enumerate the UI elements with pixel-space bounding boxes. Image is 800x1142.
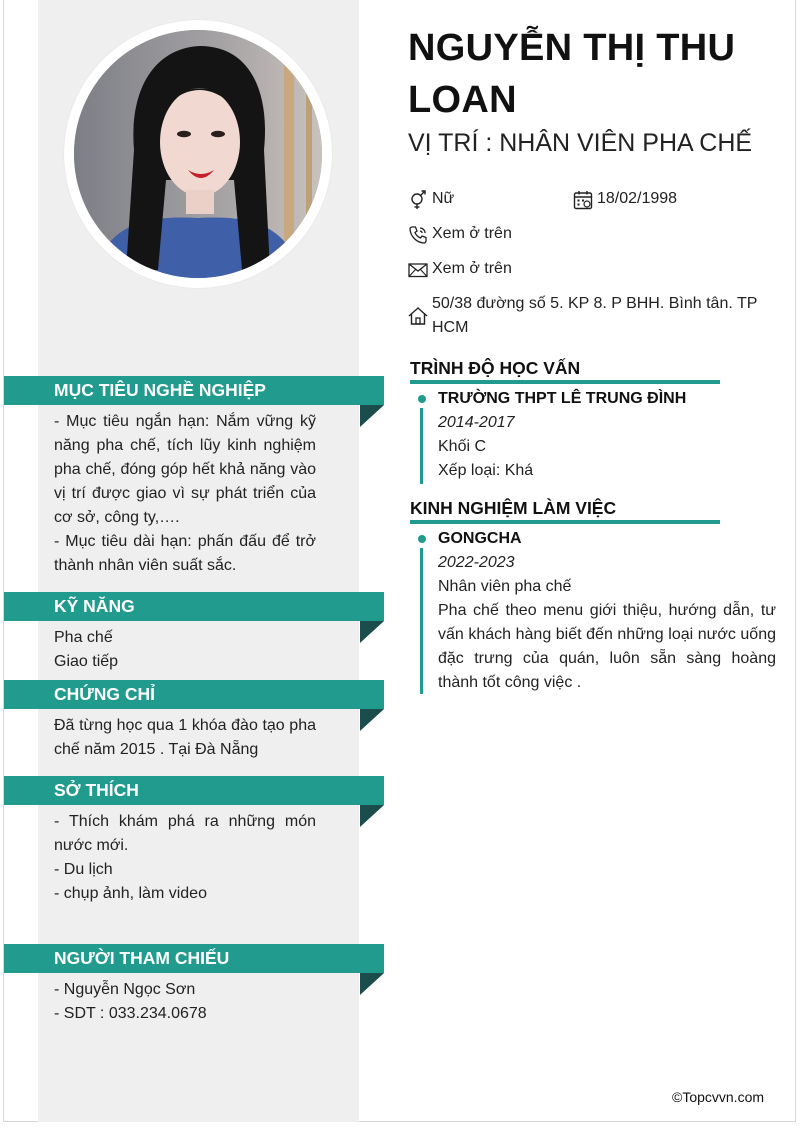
avatar <box>74 30 322 278</box>
references-title: NGƯỜI THAM CHIẾU <box>54 948 230 968</box>
experience-dot <box>418 535 426 543</box>
education-dot <box>418 395 426 403</box>
experience-header: KINH NGHIỆM LÀM VIỆC <box>410 496 720 524</box>
skill-item: Pha chế <box>54 629 113 646</box>
skills-header <box>4 592 384 621</box>
hobbies-fold <box>360 805 384 827</box>
objective-text <box>54 410 316 578</box>
avatar-frame <box>64 20 332 288</box>
skill-item: Giao tiếp <box>54 653 119 670</box>
objective-title: MỤC TIÊU NGHỀ NGHIỆP <box>54 380 266 400</box>
skills-text <box>54 626 316 674</box>
job-period: 2022-2023 <box>438 554 515 571</box>
education-timeline <box>420 408 423 484</box>
references-header <box>4 944 384 973</box>
hobbies-header <box>4 776 384 805</box>
skills-fold <box>360 621 384 643</box>
gender-icon <box>408 190 428 210</box>
job-description: Pha chế theo menu giới thiệu, hướng dẫn, tư vấn khách hàng biết đến những loại nước uống đặc trưng của quán, luôn sẵn sàng hoàng thành tốt công việc . <box>438 602 776 691</box>
hobbies-title: SỞ THÍCH <box>54 780 139 800</box>
job-role: Nhân viên pha chế <box>438 578 572 595</box>
hobbies-text <box>54 810 316 906</box>
hobby-item: - Thích khám phá ra những món nước mới. <box>54 813 316 854</box>
certificates-fold <box>360 709 384 731</box>
footer-credit[interactable]: ©Topcvvn.com <box>672 1089 765 1105</box>
birthday-value: 18/02/1998 <box>597 190 678 207</box>
certificates-title: CHỨNG CHỈ <box>54 684 156 704</box>
objective-fold <box>360 405 384 427</box>
phone-value: Xem ở trên <box>432 225 512 242</box>
hobby-item: - chụp ảnh, làm video <box>54 885 207 902</box>
calendar-icon <box>573 190 593 210</box>
address-value: 50/38 đường số 5. KP 8. P BHH. Bình tân. TP HCM <box>432 295 758 336</box>
candidate-name: NGUYỄN THỊ THU LOAN <box>408 27 736 121</box>
objective-short-term: - Mục tiêu ngắn hạn: Nắm vững kỹ năng pha chế, tích lũy kinh nghiệm pha chế, đóng góp hết khả năng vào vị trí được giao vì sự phát triển của cơ sở, công ty,…. <box>54 413 316 526</box>
school-period: 2014-2017 <box>438 414 515 431</box>
skills-title: KỸ NĂNG <box>54 596 135 616</box>
home-icon <box>408 306 428 326</box>
avatar-photo <box>74 30 322 278</box>
certificates-text <box>54 714 316 762</box>
education-header: TRÌNH ĐỘ HỌC VẤN <box>410 356 720 384</box>
mail-icon <box>408 260 428 280</box>
objective-long-term: - Mục tiêu dài hạn: phấn đấu để trở thành nhân viên suất sắc. <box>54 533 316 574</box>
hobby-item: - Du lịch <box>54 861 113 878</box>
certificates-header <box>4 680 384 709</box>
certificate-item: Đã từng học qua 1 khóa đào tạo pha chế năm 2015 . Tại Đà Nẵng <box>54 717 316 758</box>
references-fold <box>360 973 384 995</box>
candidate-position: VỊ TRÍ : NHÂN VIÊN PHA CHẾ <box>408 129 753 157</box>
gender-value: Nữ <box>432 190 455 207</box>
email-value: Xem ở trên <box>432 260 512 277</box>
references-text <box>54 978 316 1026</box>
company-name: GONGCHA <box>438 530 522 547</box>
school-major: Khối C <box>438 438 487 455</box>
objective-header <box>4 376 384 405</box>
phone-icon <box>408 225 428 245</box>
reference-name: - Nguyễn Ngọc Sơn <box>54 981 196 998</box>
education-entry <box>438 387 776 483</box>
school-grade: Xếp loại: Khá <box>438 462 534 479</box>
reference-phone: - SDT : 033.234.0678 <box>54 1005 207 1022</box>
school-name: TRƯỜNG THPT LÊ TRUNG ĐÌNH <box>438 390 687 407</box>
experience-entry <box>438 527 776 695</box>
experience-timeline <box>420 548 423 694</box>
